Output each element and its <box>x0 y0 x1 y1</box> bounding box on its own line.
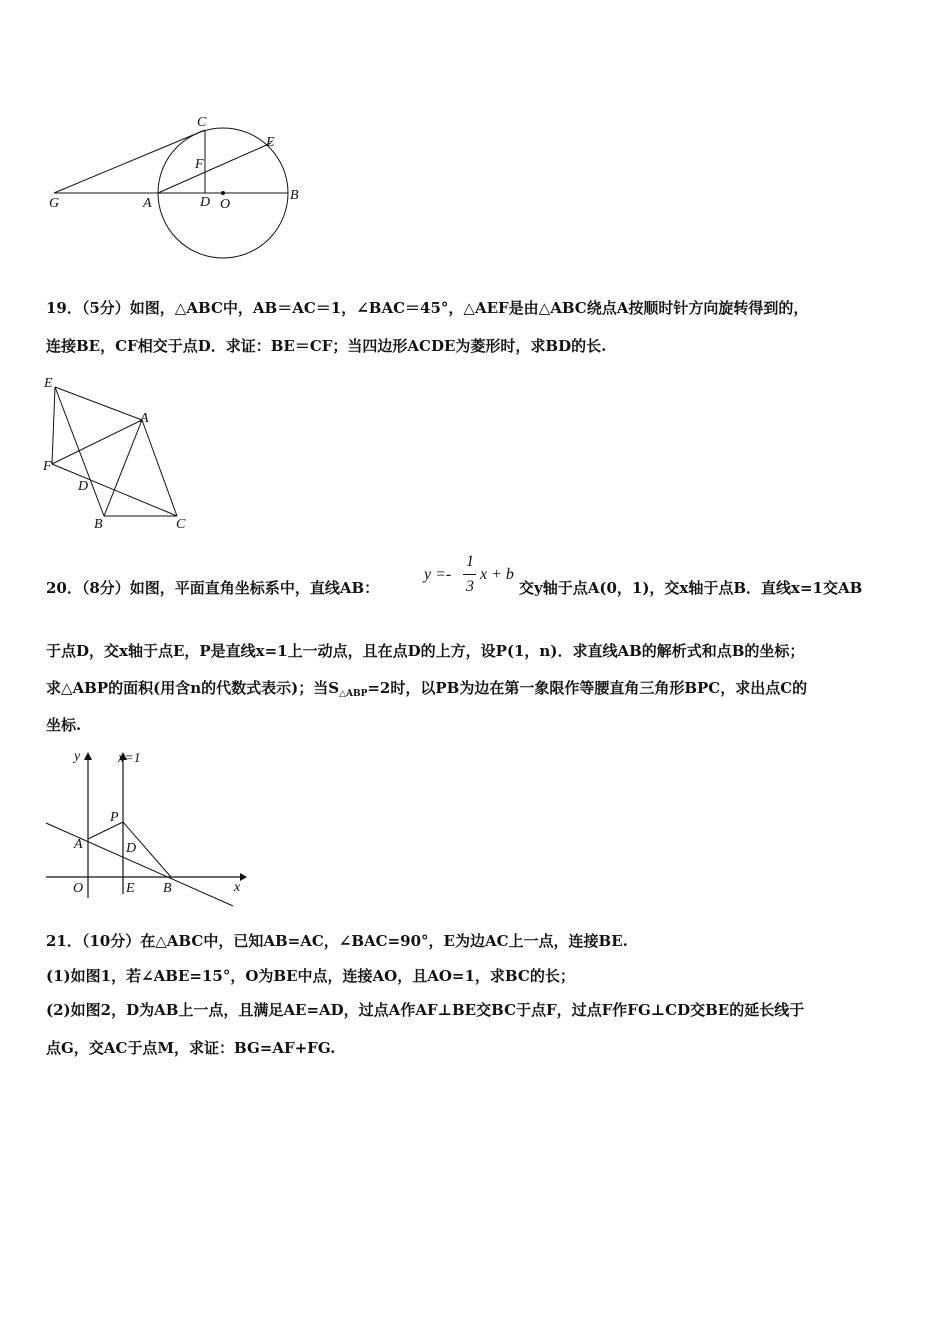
q19-line1: 19．（5分）如图，△ABC中，AB＝AC＝1，∠BAC＝45°，△AEF是由△ABC绕点A按顺时针方向旋转得到的， <box>46 299 809 317</box>
label-x: x <box>234 880 241 895</box>
label-e: E <box>44 376 53 391</box>
q20-eq-den: 3 <box>466 578 474 595</box>
q21-line3: (2)如图2，D为AB上一点，且满足AE=AD，过点A作AF⊥BE交BC于点F，过点F作FG⊥CD交BE的延长线于 <box>46 1001 805 1019</box>
edge-eb <box>55 387 104 516</box>
label-g: G <box>49 196 60 211</box>
q20-line3-post: =2时，以PB为边在第一象限作等腰直角三角形BPC，求出点C的 <box>367 679 808 697</box>
label-o: O <box>73 881 84 896</box>
center-dot <box>221 191 225 195</box>
edge-fa <box>52 420 142 464</box>
edge-ef <box>52 387 55 464</box>
label-d: D <box>126 841 137 856</box>
label-a: A <box>74 837 83 852</box>
q20-line2: 于点D，交x轴于点E，P是直线x=1上一动点，且在点D的上方，设P(1，n)．求直线AB的解析式和点B的坐标； <box>46 642 805 660</box>
line-gc <box>54 130 205 193</box>
edge-fc <box>52 464 177 516</box>
q19-line2: 连接BE，CF相交于点D．求证：BE＝CF；当四边形ACDE为菱形时，求BD的长. <box>46 337 607 355</box>
q21-line4: 点G，交AC于点M，求证：BG=AF+FG. <box>46 1039 336 1057</box>
q20-line3 <box>46 678 807 704</box>
label-o: O <box>220 197 231 212</box>
label-f: F <box>195 157 204 172</box>
figure-20 <box>40 748 250 910</box>
q20-frac-bar <box>463 574 476 575</box>
q20-eq-right: x + b <box>480 566 514 583</box>
label-b: B <box>290 188 299 203</box>
q21-line2: (1)如图1，若∠ABE=15°，O为BE中点，连接AO，且AO=1，求BC的长； <box>46 967 575 985</box>
q20-line3-pre: 求△ABP的面积(用含n的代数式表示)；当S <box>46 679 340 697</box>
label-b: B <box>163 881 172 896</box>
edge-ac <box>142 420 177 516</box>
q20-eq-num: 1 <box>466 553 474 570</box>
q20-line3-sub: △ABP <box>339 689 368 699</box>
label-p: P <box>110 810 119 825</box>
q21-line1: 21．（10分）在△ABC中，已知AB=AC，∠BAC=90°，E为边AC上一点，连接BE. <box>46 932 628 950</box>
label-a: A <box>143 196 152 211</box>
label-c: C <box>197 115 207 130</box>
q20-line1-pre: 20．（8分）如图，平面直角坐标系中，直线AB： <box>46 579 380 597</box>
label-c: C <box>176 517 186 532</box>
q20-line4: 坐标. <box>46 716 82 734</box>
label-x1: x=1 <box>118 751 141 766</box>
q20-eq-left: y =- <box>424 566 452 583</box>
label-d: D <box>78 479 89 494</box>
y-axis-arrow-icon <box>84 752 92 760</box>
figure-19 <box>40 372 200 534</box>
figure-18 <box>40 110 310 260</box>
q20-line1-post: 交y轴于点A(0，1)，交x轴于点B．直线x=1交AB <box>519 579 863 597</box>
x-axis-arrow-icon <box>240 873 247 881</box>
edge-ab <box>104 420 142 516</box>
label-e: E <box>126 881 135 896</box>
label-f: F <box>43 459 52 474</box>
label-y: y <box>74 749 81 764</box>
label-b: B <box>94 517 103 532</box>
label-a: A <box>140 411 149 426</box>
label-d: D <box>200 195 211 210</box>
label-e: E <box>266 135 275 150</box>
edge-ea <box>55 387 142 420</box>
line-ae <box>158 143 271 193</box>
